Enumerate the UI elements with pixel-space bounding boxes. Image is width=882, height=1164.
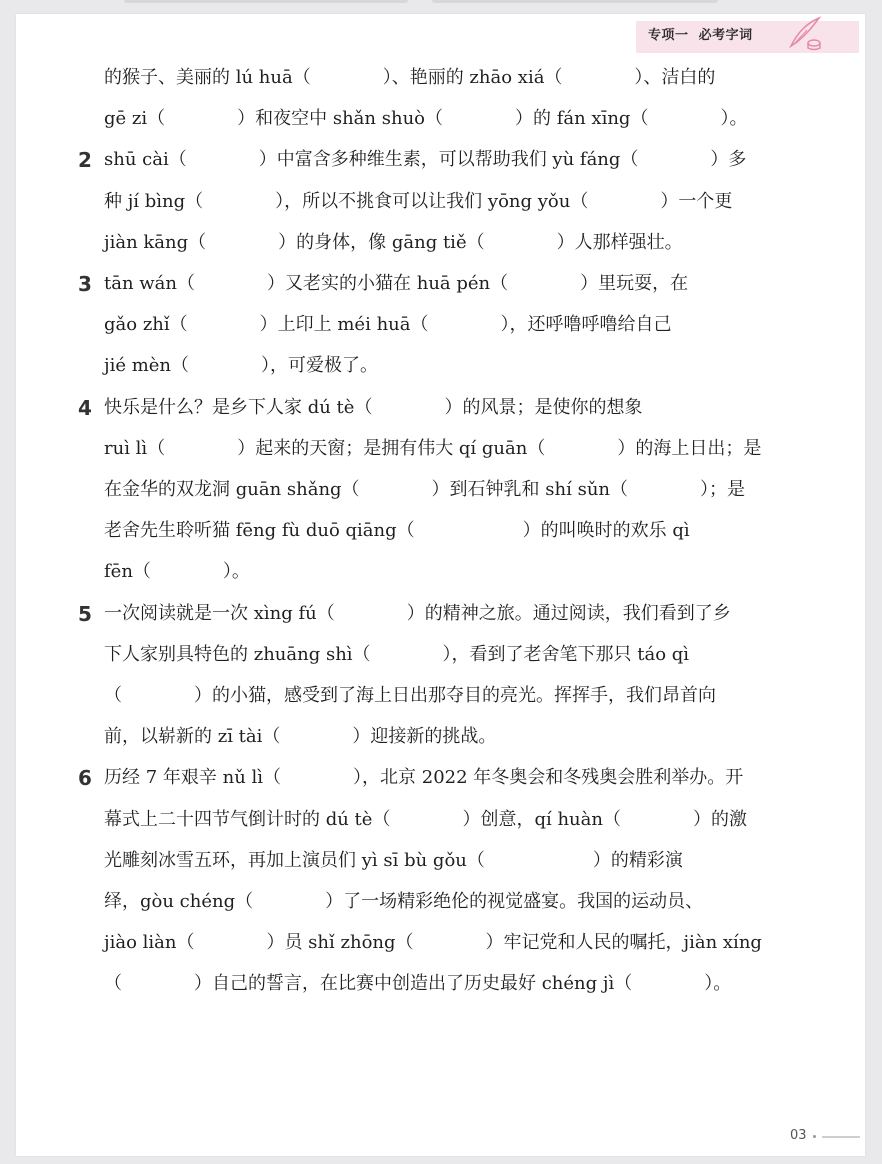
- exercise-line: shū cài（ ）中富含多种维生素，可以帮助我们 yù fáng（ ）多: [104, 149, 747, 170]
- exercise-line: jiàn kāng（ ）的身体，像 gāng tiě（ ）人那样强壮。: [104, 232, 683, 253]
- exercise-line: 种 jí bìng（ ），所以不挑食可以让我们 yōng yǒu（ ）一个更: [104, 191, 733, 212]
- exercise-line: jiào liàn（ ）员 shǐ zhōng（ ）牢记党和人民的嘱托，jiàn xíng: [104, 932, 762, 953]
- page-number-dot: [813, 1135, 816, 1138]
- section-label: 专项一: [648, 28, 689, 43]
- question-number: 5: [78, 602, 92, 626]
- exercise-line: 绎，gòu chéng（ ）了一场精彩绝伦的视觉盛宴。我国的运动员、: [104, 891, 704, 912]
- exercise-line: 的猴子、美丽的 lú huā（ ）、艳丽的 zhāo xiá（ ）、洁白的: [104, 67, 716, 88]
- question-number: 3: [78, 272, 92, 296]
- exercise-line: ruì lì（ ）起来的天窗；是拥有伟大 qí guān（ ）的海上日出；是: [104, 438, 762, 459]
- top-tab-left: [124, 0, 408, 3]
- exercise-line: 在金华的双龙洞 guān shǎng（ ）到石钟乳和 shí sǔn（ ）；是: [104, 479, 746, 500]
- question-number: 2: [78, 148, 92, 172]
- exercise-line: 下人家别具特色的 zhuāng shì（ ），看到了老舍笔下那只 táo qì: [104, 644, 690, 665]
- top-tab-right: [432, 0, 718, 3]
- exercise-line: 老舍先生聆听猫 fēng fù duō qiāng（ ）的叫唤时的欢乐 qì: [104, 520, 690, 541]
- exercise-line: jié mèn（ ），可爱极了。: [104, 355, 379, 376]
- exercise-line: 前，以崭新的 zī tài（ ）迎接新的挑战。: [104, 726, 497, 747]
- exercise-line: 光雕刻冰雪五环，再加上演员们 yì sī bù gǒu（ ）的精彩演: [104, 850, 683, 871]
- quill-and-inkpot-icon: [787, 16, 823, 52]
- exercise-line: 一次阅读就是一次 xìng fú（ ）的精神之旅。通过阅读，我们看到了乡: [104, 603, 731, 624]
- topic-label: 必考字词: [698, 28, 753, 43]
- exercise-line: gǎo zhǐ（ ）上印上 méi huā（ ），还呼噜呼噜给自己: [104, 314, 672, 335]
- exercise-line: fēn（ ）。: [104, 561, 250, 582]
- exercise-line: 幕式上二十四节气倒计时的 dú tè（ ）创意，qí huàn（ ）的激: [104, 809, 747, 830]
- question-number: 4: [78, 396, 92, 420]
- exercise-line: tān wán（ ）又老实的小猫在 huā pén（ ）里玩耍，在: [104, 273, 689, 294]
- page-number-rule: [822, 1136, 860, 1138]
- exercise-line: （ ）自己的誓言，在比赛中创造出了历史最好 chéng jì（ ）。: [104, 973, 732, 994]
- exercise-line: gē zi（ ）和夜空中 shǎn shuò（ ）的 fán xīng（ ）。: [104, 108, 748, 129]
- page-number: 03: [790, 1128, 807, 1143]
- question-number: 6: [78, 766, 92, 790]
- exercise-line: 历经 7 年艰辛 nǔ lì（ ），北京 2022 年冬奥会和冬残奥会胜利举办。开: [104, 767, 744, 788]
- section-header: [648, 24, 753, 43]
- exercise-line: （ ）的小猫，感受到了海上日出那夺目的亮光。挥挥手，我们昂首向: [104, 685, 716, 706]
- exercise-line: 快乐是什么？是乡下人家 dú tè（ ）的风景；是使你的想象: [104, 397, 643, 418]
